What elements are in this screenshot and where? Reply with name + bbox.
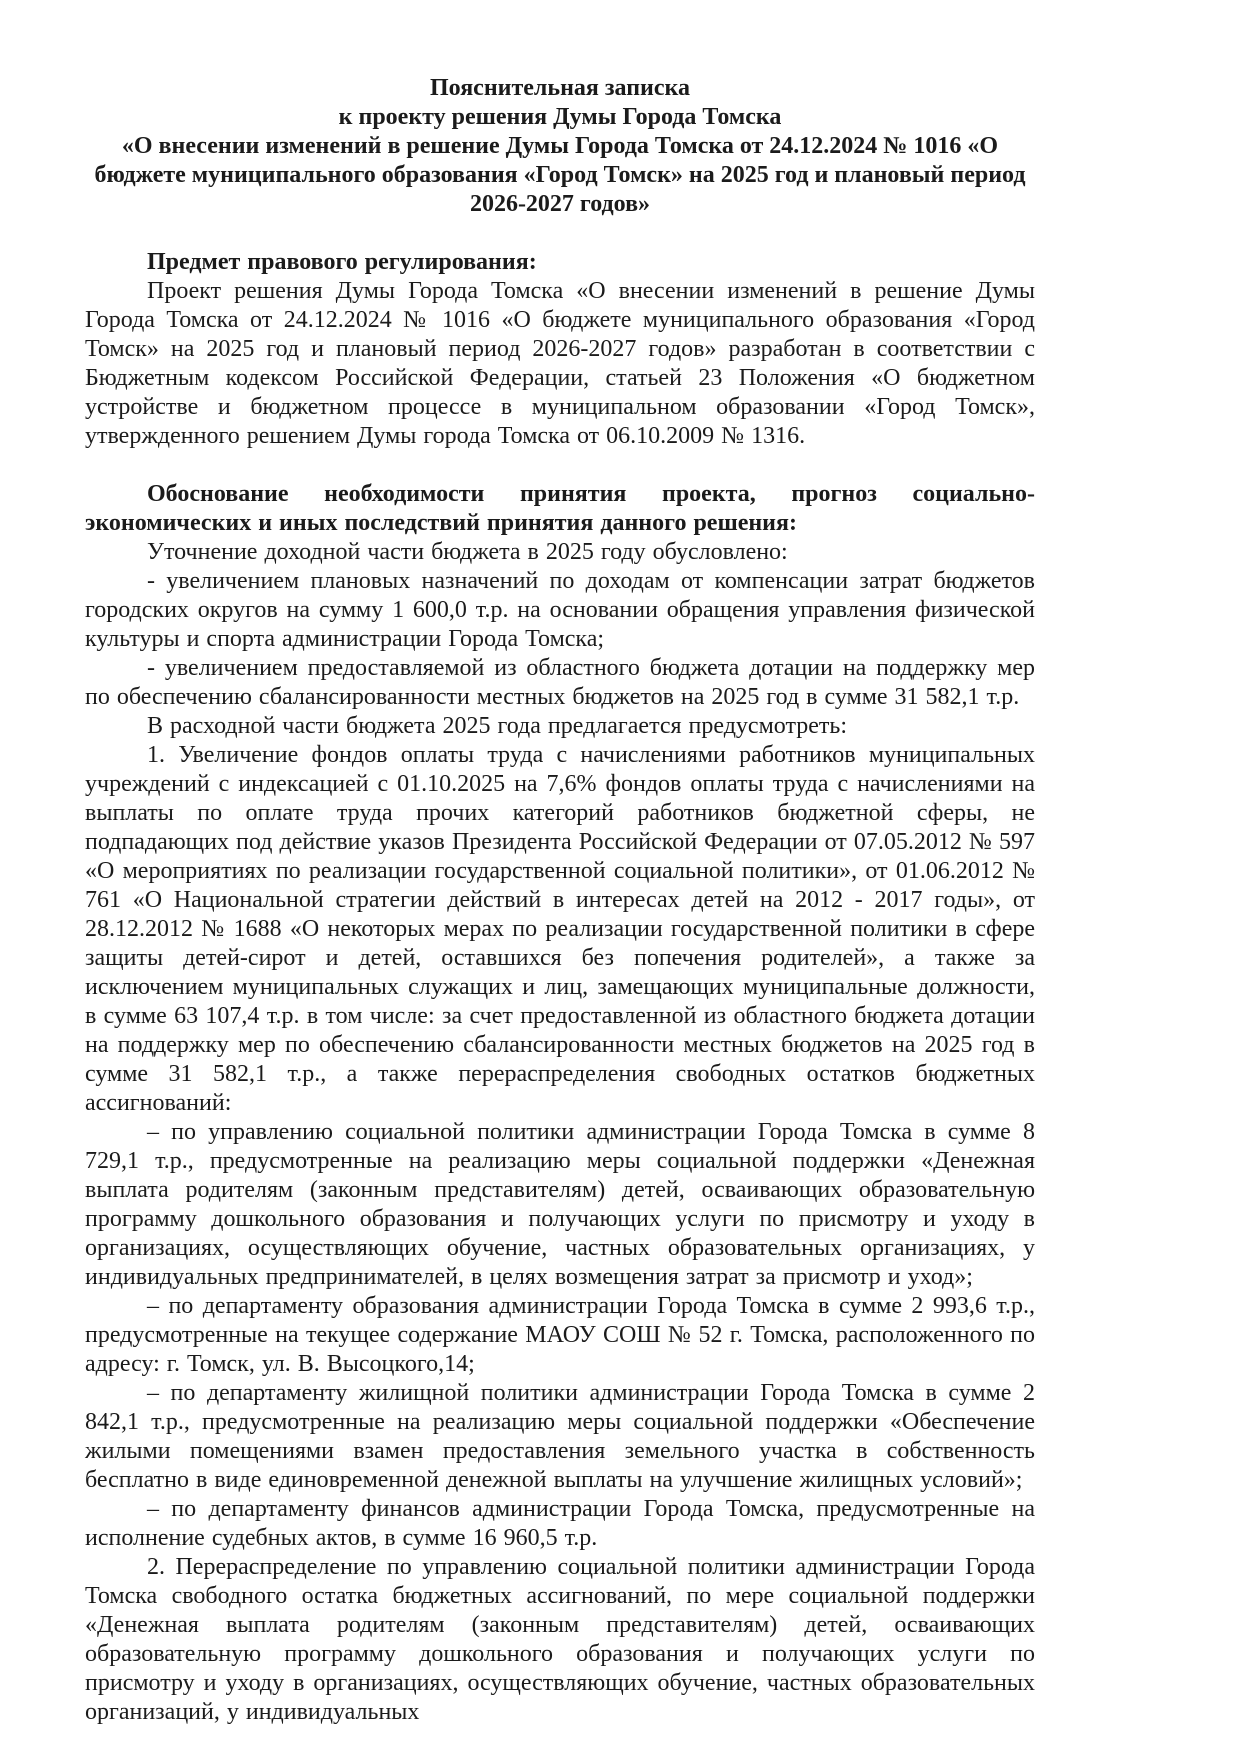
section-heading-justification: Обоснование необходимости принятия проекта, прогноз социально-экономических и иных последствий принятия данного решения: [85,481,1035,536]
paragraph-revenue-item-2: - увеличением предоставляемой из областного бюджета дотации на поддержку мер по обеспечению сбалансированности местных бюджетов на 2025 год в сумме 31 582,1 т.р. [85,655,1035,710]
section-heading-subject: Предмет правового регулирования: [147,249,537,275]
paragraph-revenue-item-1: - увеличением плановых назначений по доходам от компенсации затрат бюджетов городских округов на сумму 1 600,0 т.р. на основании обращения управления физической культуры и спорта администрации Города Томска; [85,568,1035,652]
paragraph-expense-item-2: 2. Перераспределение по управлению социальной политики администрации Города Томска свободного остатка бюджетных ассигнований, по мере социальной поддержки «Денежная выплата родителям (законным представителям) детей, осваивающих образовательную программу дошкольного образования и получающих услуги по присмотру и уходу в организациях, осуществляющих обучение, частных образовательных организаций, у индивидуальных [85,1554,1035,1725]
title-line-2: к проекту решения Думы Города Томска [338,104,782,130]
paragraph-dash-education: – по департаменту образования администрации Города Томска в сумме 2 993,6 т.р., предусмотренные на текущее содержание МАОУ СОШ № 52 г. Томска, расположенного по адресу: г. Томск, ул. В. Высоцкого,14; [85,1293,1035,1377]
paragraph-project-basis: Проект решения Думы Города Томска «О внесении изменений в решение Думы Города Томска от 24.12.2024 № 1016 «О бюджете муниципального образования «Город Томск» на 2025 год и плановый период 2026-2027 годов» разработан в соответствии с Бюджетным кодексом Российской Федерации, статьей 23 Положения «О бюджетном устройстве и бюджетном процессе в муниципальном образовании «Город Томск», утвержденного решением Думы города Томска от 06.10.2009 № 1316. [85,278,1035,449]
paragraph-dash-social-policy: – по управлению социальной политики администрации Города Томска в сумме 8 729,1 т.р., предусмотренные на реализацию меры социальной поддержки «Денежная выплата родителям (законным представителям) детей, осваивающих образовательную программу дошкольного образования и получающих услуги по присмотру и уходу в организациях, осуществляющих обучение, частных образовательных организациях, у индивидуальных предпринимателей, в целях возмещения затрат за присмотр и уход»; [85,1119,1035,1290]
paragraph-dash-housing: – по департаменту жилищной политики администрации Города Томска в сумме 2 842,1 т.р., предусмотренные на реализацию меры социальной поддержки «Обеспечение жилыми помещениями взамен предоставления земельного участка в собственность бесплатно в виде единовременной денежной выплаты на улучшение жилищных условий»; [85,1380,1035,1493]
paragraph-revenue-intro: Уточнение доходной части бюджета в 2025 году обусловлено: [147,539,788,565]
title-line-3: «О внесении изменений в решение Думы Города Томска от 24.12.2024 № 1016 «О бюджете муниципального образования «Город Томск» на 2025 год и плановый период 2026-2027 годов» [94,133,1026,217]
paragraph-dash-finance: – по департаменту финансов администрации Города Томска, предусмотренные на исполнение судебных актов, в сумме 16 960,5 т.р. [85,1496,1035,1551]
document-body [85,248,1035,1727]
title-line-1: Пояснительная записка [429,75,690,101]
paragraph-expense-intro: В расходной части бюджета 2025 года предлагается предусмотреть: [147,713,847,739]
paragraph-expense-item-1: 1. Увеличение фондов оплаты труда с начислениями работников муниципальных учреждений с индексацией с 01.10.2025 на 7,6% фондов оплаты труда с начислениями на выплаты по оплате труда прочих категорий работников бюджетной сферы, не подпадающих под действие указов Президента Российской Федерации от 07.05.2012 № 597 «О мероприятиях по реализации государственной социальной политики», от 01.06.2012 № 761 «О Национальной стратегии действий в интересах детей на 2012 - 2017 годы», от 28.12.2012 № 1688 «О некоторых мерах по реализации государственной политики в сфере защиты детей-сирот и детей, оставшихся без попечения родителей», а также за исключением муниципальных служащих и лиц, замещающих муниципальные должности, в сумме 63 107,4 т.р. в том числе: за счет предоставленной из областного бюджета дотации на поддержку мер по обеспечению сбалансированности местных бюджетов на 2025 год в сумме 31 582,1 т.р., а также перераспределения свободных остатков бюджетных ассигнований: [85,742,1035,1116]
document-title [85,74,1035,219]
